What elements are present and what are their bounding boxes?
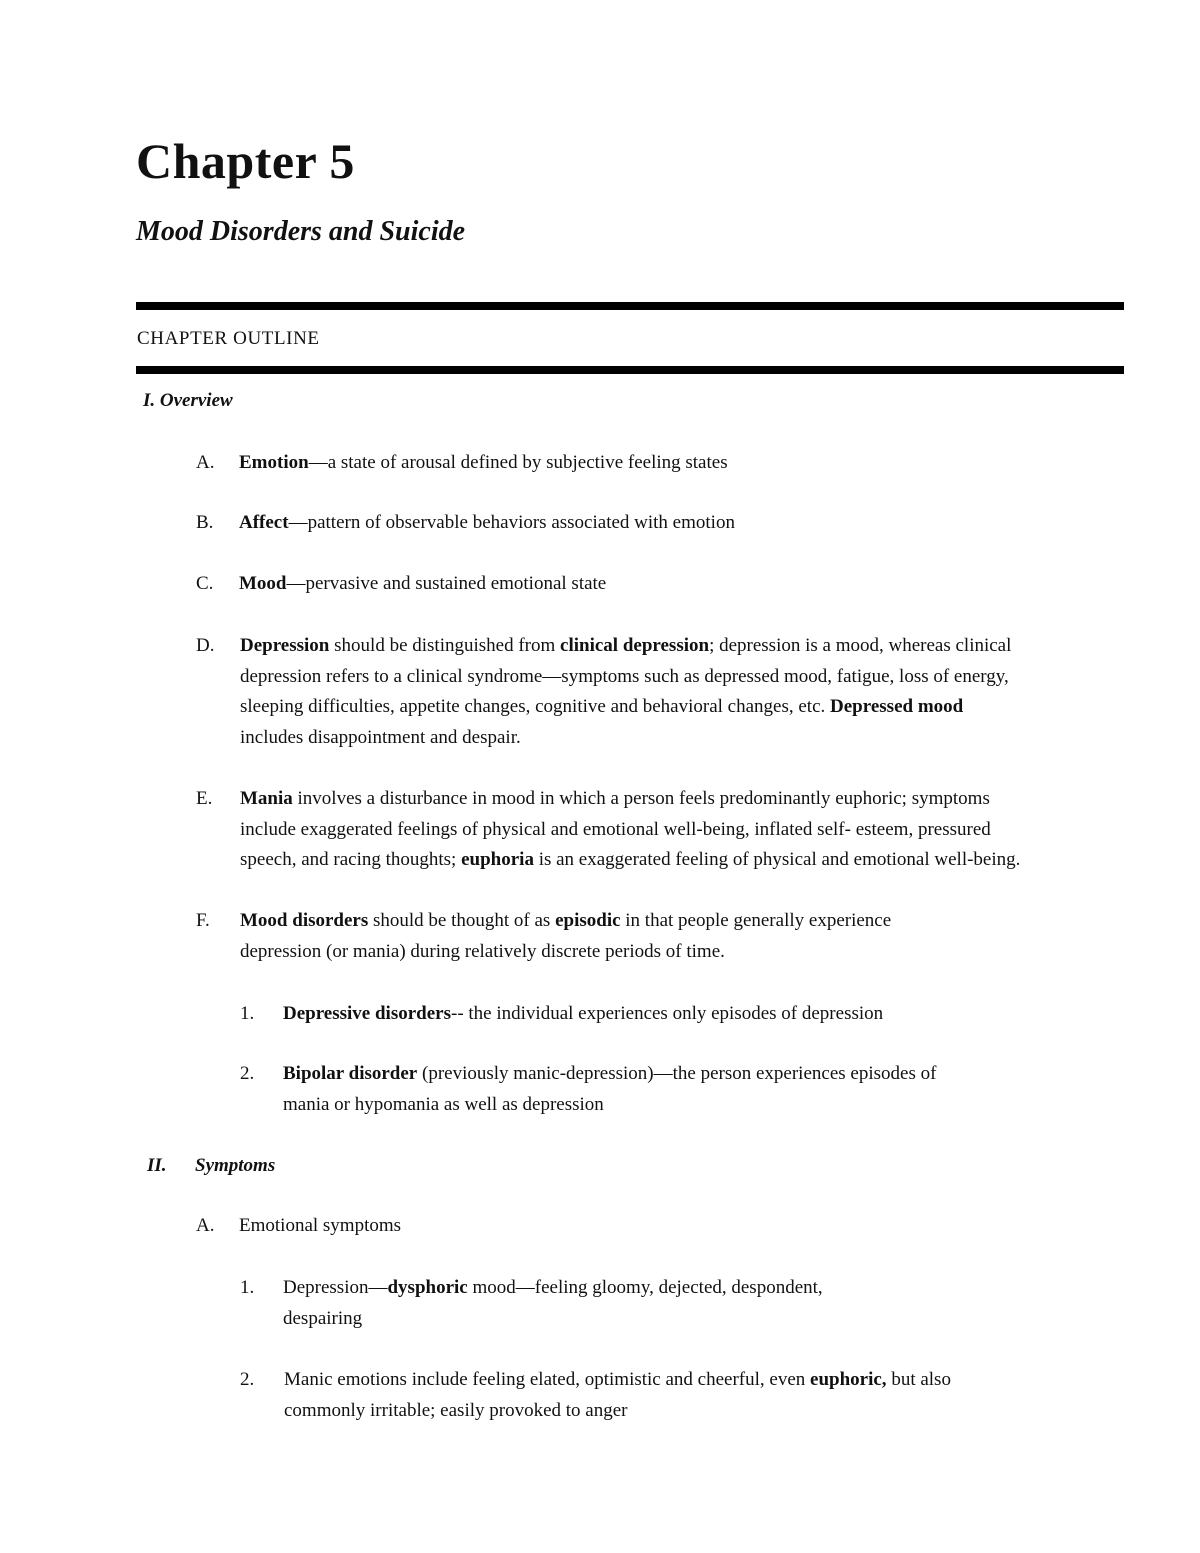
symptoms-a-text: Emotional symptoms: [239, 1215, 402, 1236]
symptoms-a2-marker: 2.: [240, 1369, 255, 1390]
term-depressive-disorders: Depressive disorders: [283, 1003, 451, 1024]
item-f2-marker: 2.: [240, 1063, 255, 1084]
symptoms-a-marker: A.: [196, 1215, 215, 1236]
term-clinical-depression: clinical depression: [560, 635, 710, 656]
item-b-marker: B.: [196, 512, 214, 533]
term-euphoria: euphoria: [461, 849, 534, 870]
term-mood: Mood: [239, 573, 287, 594]
item-c-text: Mood—pervasive and sustained emotional state: [239, 573, 607, 594]
item-d-text: Depression should be distinguished from clinical depression; depression is a mood, whereas clinical depression refers to a clinical syndrome—symptoms such as depressed mood, fatigue, loss of energy, sleeping difficulties, appetite changes, cognitive and behavioral changes, etc. Depressed mood includes disappointment and despair.: [240, 635, 1012, 748]
term-bipolar-disorder: Bipolar disorder: [283, 1063, 418, 1084]
term-mood-disorders: Mood disorders: [240, 910, 369, 931]
item-a-marker: A.: [196, 452, 215, 473]
symptoms-a1-text: Depression—dysphoric mood—feeling gloomy, dejected, despondent, despairing: [283, 1277, 823, 1329]
item-c-marker: C.: [196, 573, 214, 594]
top-divider: [136, 302, 1124, 310]
outline-heading: CHAPTER OUTLINE: [137, 328, 320, 349]
term-depression: Depression: [240, 635, 330, 656]
item-f1-text: Depressive disorders-- the individual experiences only episodes of depression: [283, 1003, 884, 1024]
chapter-title: Chapter 5: [136, 133, 355, 189]
item-f-marker: F.: [196, 910, 210, 931]
term-episodic: episodic: [555, 910, 621, 931]
term-emotion: Emotion: [239, 452, 309, 473]
item-b-text: Affect—pattern of observable behaviors associated with emotion: [239, 512, 735, 533]
item-a-text: Emotion—a state of arousal defined by subjective feeling states: [239, 452, 728, 473]
term-mania: Mania: [240, 788, 293, 809]
symptoms-a1-marker: 1.: [240, 1277, 255, 1298]
section-overview-heading: I. Overview: [143, 390, 233, 411]
item-d-marker: D.: [196, 635, 215, 656]
term-dysphoric: dysphoric: [387, 1277, 468, 1298]
term-affect: Affect: [239, 512, 289, 533]
item-e-marker: E.: [196, 788, 213, 809]
chapter-subtitle: Mood Disorders and Suicide: [136, 216, 466, 247]
section-symptoms-numeral: II.: [147, 1155, 167, 1176]
term-euphoric: euphoric,: [810, 1369, 887, 1390]
symptoms-a2-text: Manic emotions include feeling elated, optimistic and cheerful, even euphoric, but also commonly irritable; easily provoked to anger: [284, 1369, 951, 1421]
item-e-text: Mania involves a disturbance in mood in which a person feels predominantly euphoric; symptoms include exaggerated feelings of physical and emotional well-being, inflated self- esteem, pressured speech, and racing thoughts; euphoria is an exaggerated feeling of physical and emotional well-being.: [240, 788, 1021, 870]
item-f-text: Mood disorders should be thought of as episodic in that people generally experience depression (or mania) during relatively discrete periods of time.: [240, 910, 892, 962]
item-f1-marker: 1.: [240, 1003, 255, 1024]
section-symptoms-heading: Symptoms: [195, 1155, 276, 1176]
item-f2-text: Bipolar disorder (previously manic-depression)—the person experiences episodes of mania or hypomania as well as depression: [283, 1063, 937, 1115]
bottom-divider: [136, 366, 1124, 374]
term-depressed-mood: Depressed mood: [830, 696, 964, 717]
